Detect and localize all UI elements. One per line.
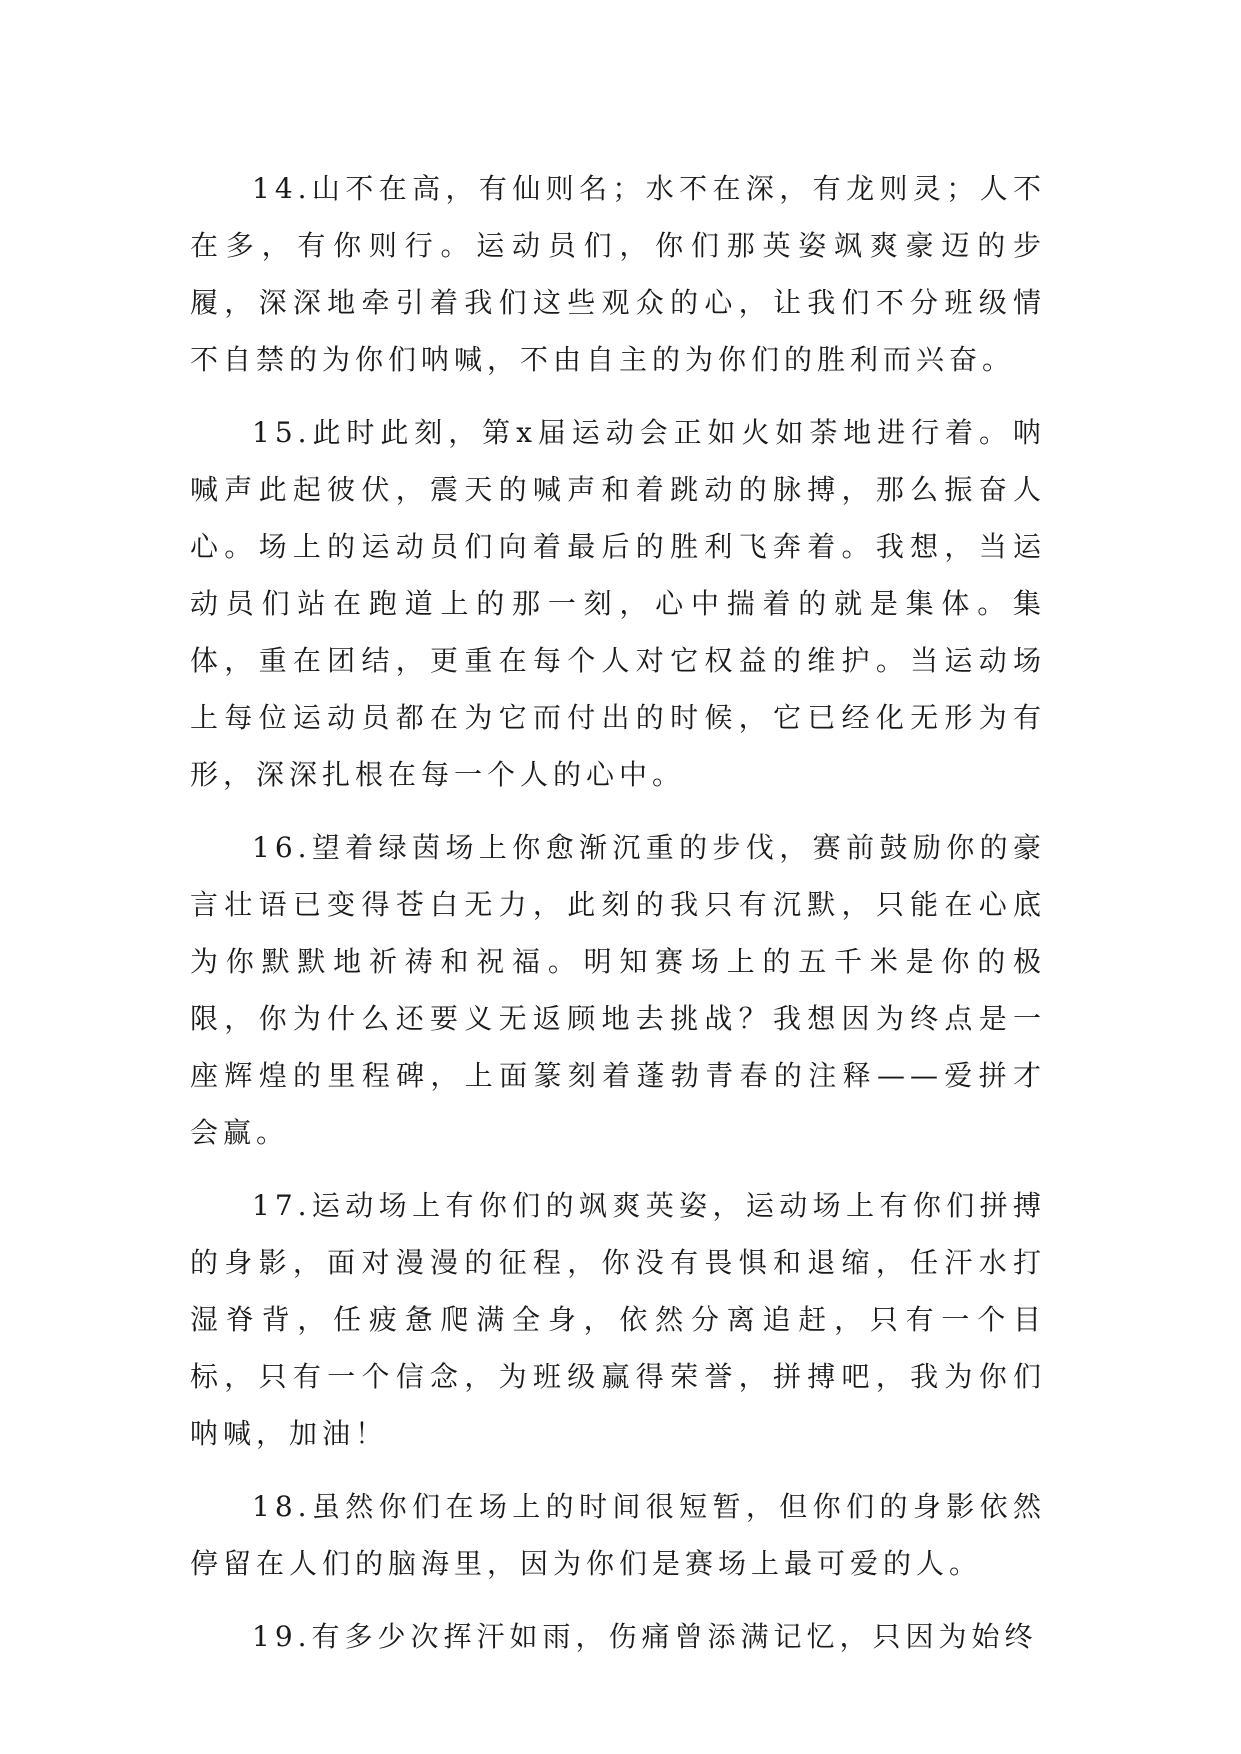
document-body (190, 160, 1046, 1681)
paragraph-19: 19.有多少次挥汗如雨，伤痛曾添满记忆，只因为始终 (252, 1620, 1038, 1653)
paragraph-18: 18.虽然你们在场上的时间很短暂，但你们的身影依然停留在人们的脑海里，因为你们是赛场上最可爱的人。 (190, 1490, 1046, 1580)
paragraph-17: 17.运动场上有你们的飒爽英姿，运动场上有你们拼搏的身影，面对漫漫的征程，你没有畏惧和退缩，任汗水打湿脊背，任疲惫爬满全身，依然分离追赶，只有一个目标，只有一个信念，为班级赢得荣誉，拼搏吧，我为你们呐喊，加油！ (190, 1189, 1046, 1450)
paragraph-14: 14.山不在高，有仙则名；水不在深，有龙则灵；人不在多，有你则行。运动员们，你们那英姿飒爽豪迈的步履，深深地牵引着我们这些观众的心，让我们不分班级情不自禁的为你们呐喊，不由自主的为你们的胜利而兴奋。 (190, 172, 1046, 376)
paragraph-15: 15.此时此刻，第x届运动会正如火如荼地进行着。呐喊声此起彼伏，震天的喊声和着跳动的脉搏，那么振奋人心。场上的运动员们向着最后的胜利飞奔着。我想，当运动员们站在跑道上的那一刻，心中揣着的就是集体。集体，重在团结，更重在每个人对它权益的维护。当运动场上每位运动员都在为它而付出的时候，它已经化无形为有形，深深扎根在每一个人的心中。 (190, 416, 1046, 791)
paragraph-16: 16.望着绿茵场上你愈渐沉重的步伐，赛前鼓励你的豪言壮语已变得苍白无力，此刻的我只有沉默，只能在心底为你默默地祈祷和祝福。明知赛场上的五千米是你的极限，你为什么还要义无返顾地去挑战？我想因为终点是一座辉煌的里程碑，上面篆刻着蓬勃青春的注释——爱拼才会赢。 (190, 831, 1046, 1149)
